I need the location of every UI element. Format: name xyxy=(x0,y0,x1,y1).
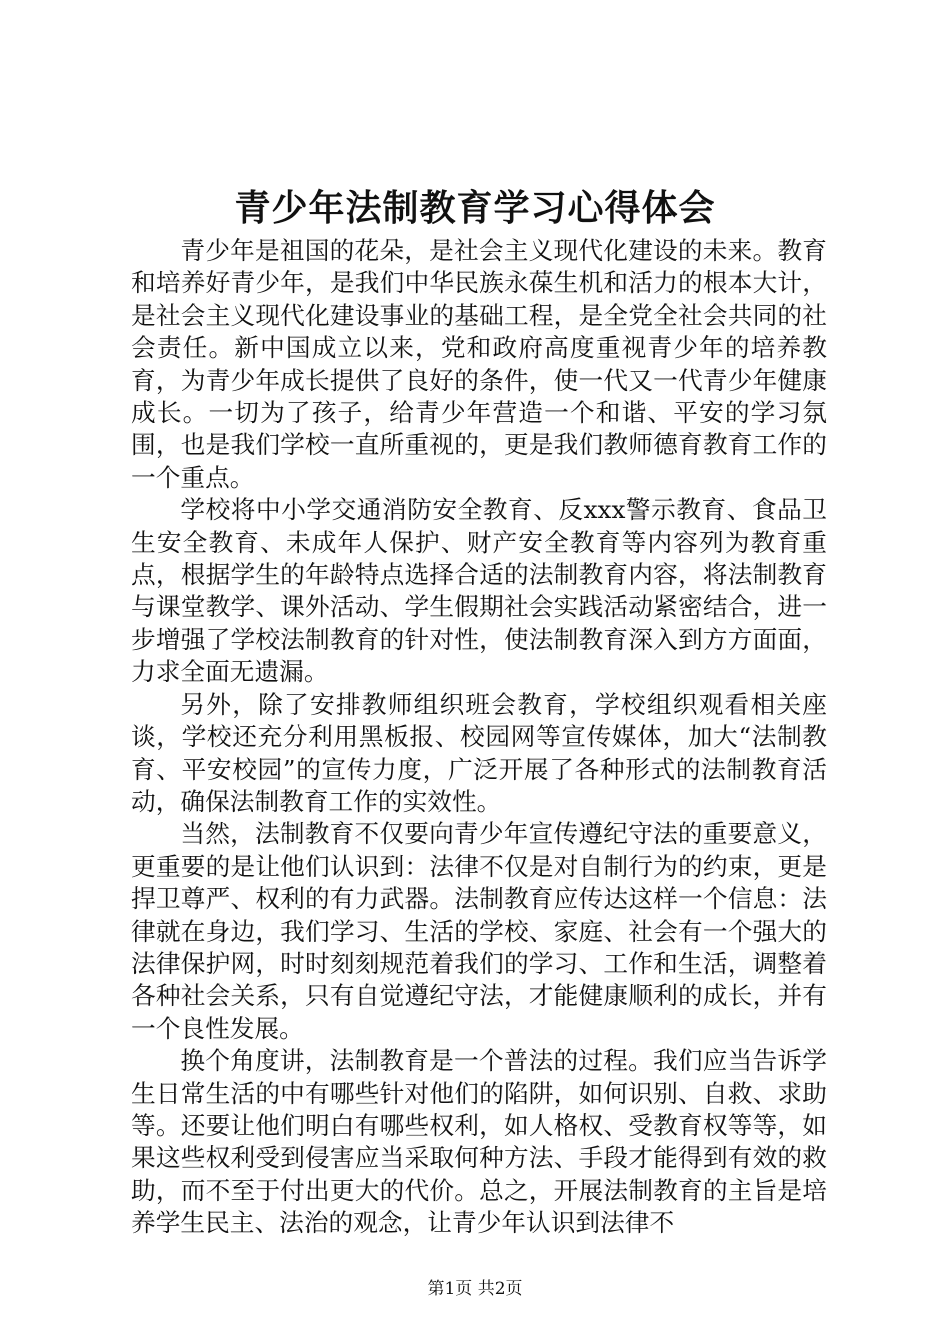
body-paragraph-4: 当然，法制教育不仅要向青少年宣传遵纪守法的重要意义，更重要的是让他们认识到：法律不仅是对自制行为的约束，更是捍卫尊严、权利的有力武器。法制教育应传达这样一个信息：法律就在身边，我们学习、生活的学校、家庭、社会有一个强大的法律保护网，时时刻刻规范着我们的学习、工作和生活，调整着各种社会关系，只有自觉遵纪守法，才能健康顺利的成长，并有一个良性发展。 xyxy=(131,819,827,1043)
document-body xyxy=(131,235,827,1240)
body-paragraph-5: 换个角度讲，法制教育是一个普法的过程。我们应当告诉学生日常生活的中有哪些针对他们的陷阱，如何识别、自救、求助等。还要让他们明白有哪些权利，如人格权、受教育权等等，如果这些权利受到侵害应当采取何种方法、手段才能得到有效的救助，而不至于付出更大的代价。总之，开展法制教育的主旨是培养学生民主、法治的观念，让青少年认识到法律不 xyxy=(131,1046,827,1238)
body-paragraph-1: 青少年是祖国的花朵，是社会主义现代化建设的未来。教育和培养好青少年，是我们中华民族永葆生机和活力的根本大计，是社会主义现代化建设事业的基础工程，是全党全社会共同的社会责任。新中国成立以来，党和政府高度重视青少年的培养教育，为青少年成长提供了良好的条件，使一代又一代青少年健康成长。一切为了孩子，给青少年营造一个和谐、平安的学习氛围，也是我们学校一直所重视的，更是我们教师德育教育工作的一个重点。 xyxy=(131,236,827,492)
document-title: 青少年法制教育学习心得体会 xyxy=(234,187,716,229)
body-paragraph-3: 另外，除了安排教师组织班会教育，学校组织观看相关座谈，学校还充分利用黑板报、校园网等宣传媒体，加大“法制教育、平安校园”的宣传力度，广泛开展了各种形式的法制教育活动，确保法制教育工作的实效性。 xyxy=(131,689,827,816)
body-paragraph-2: 学校将中小学交通消防安全教育、反xxx警示教育、食品卫生安全教育、未成年人保护、财产安全教育等内容列为教育重点，根据学生的年龄特点选择合适的法制教育内容，将法制教育与课堂教学、课外活动、学生假期社会实践活动紧密结合，进一步增强了学校法制教育的针对性，使法制教育深入到方方面面，力求全面无遗漏。 xyxy=(131,495,827,687)
page-number-footer: 第1页 共2页 xyxy=(427,1279,523,1299)
